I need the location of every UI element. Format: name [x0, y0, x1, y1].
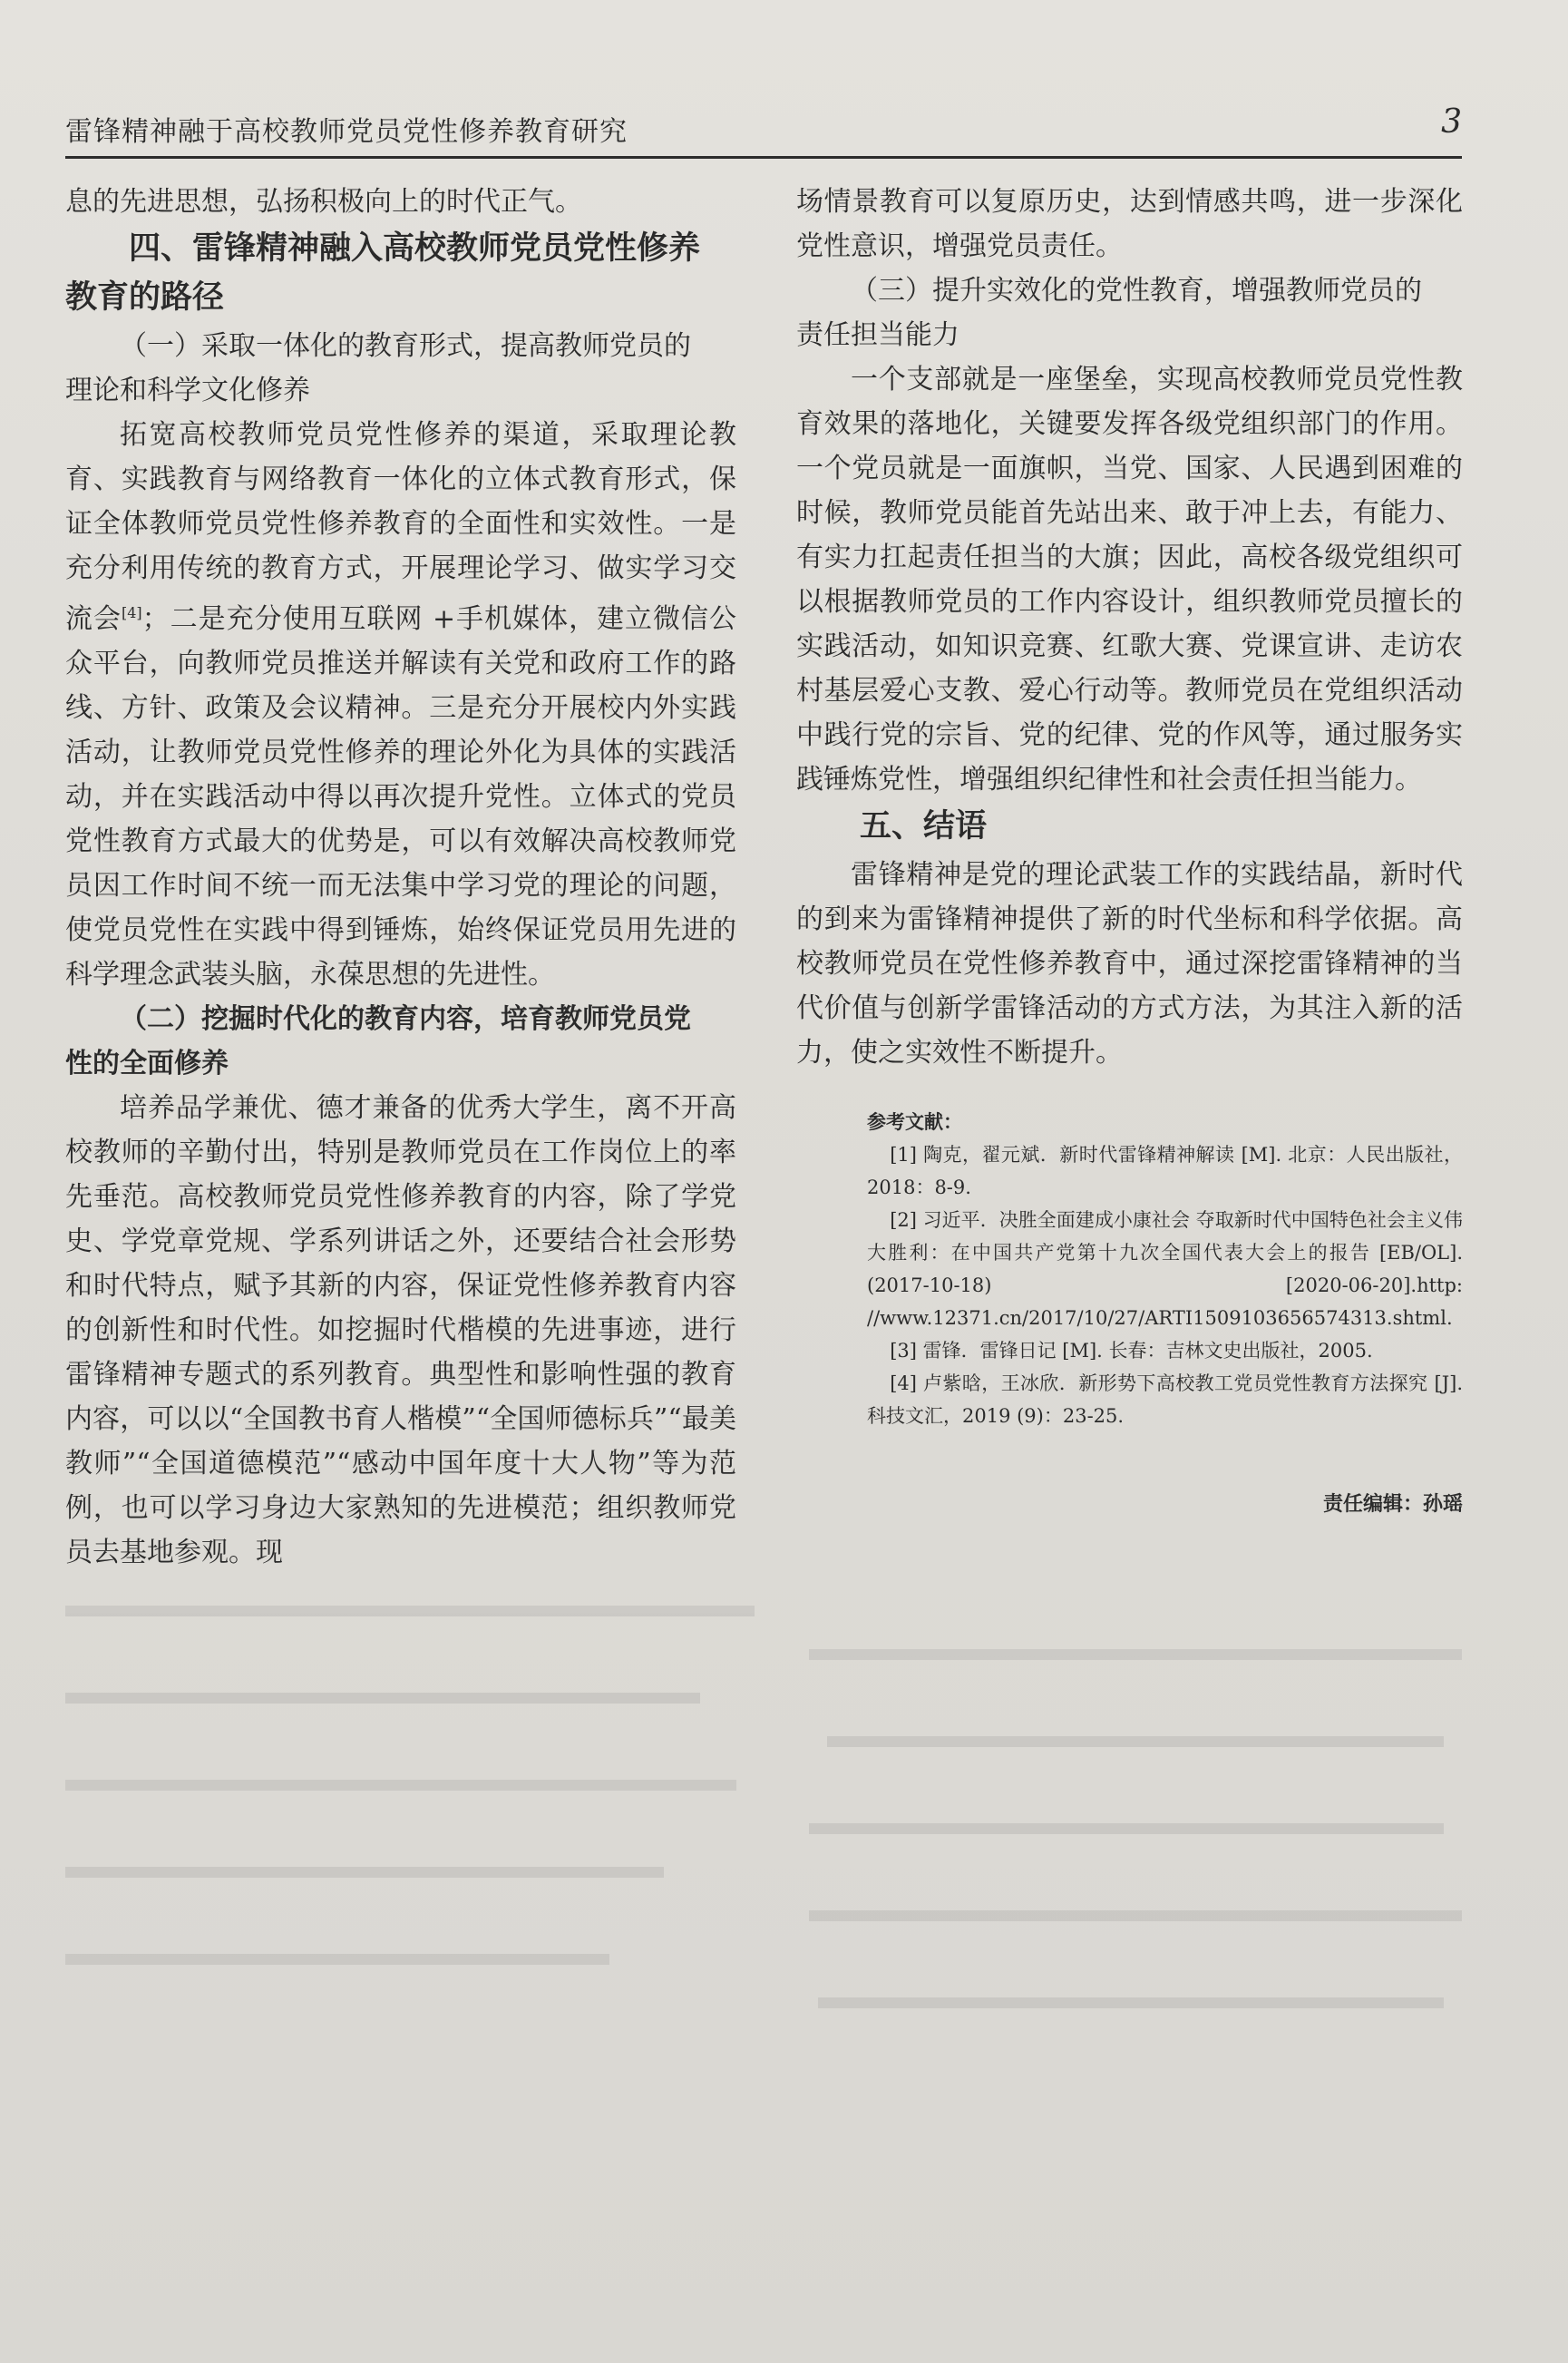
- reference-item: [3] 雷锋．雷锋日记 [M]. 长春：吉林文史出版社，2005.: [890, 1340, 1373, 1362]
- subheading-4-3: （三）提升实效化的党性教育，增强教师党员的: [851, 275, 1422, 307]
- paragraph-4-1-part2: ；二是充分使用互联网 +手机媒体，建立微信公众平台，向教师党员推送并解读有关党和政府工作的路线、方针、政策及会议精神。三是充分开展校内外实践活动，让教师党员党性修养的理论外化为具体的实践活动，并在实践活动中得以再次提升党性。立体式的党员党性教育方式最大的优势是，可以有效解决高校教师党员因工作时间不统一而无法集中学习党的理论的问题，使党员党性在实践中得到锤炼，始终保证党员用先进的科学理念武装头脑，永葆思想的先进性。: [65, 603, 736, 991]
- header-rule: [65, 156, 1462, 159]
- references-title: 参考文献：: [867, 1111, 962, 1133]
- citation-4: [4]: [121, 604, 142, 621]
- paragraph-4-3: 一个支部就是一座堡垒，实现高校教师党员党性教育效果的落地化，关键要发挥各级党组织部门的作用。一个党员就是一面旗帜，当党、国家、人民遇到困难的时候，教师党员能首先站出来、敢于冲上去，有能力、有实力扛起责任担当的大旗；因此，高校各级党组织可以根据教师党员的工作内容设计，组织教师党员擅长的实践活动，如知识竞赛、红歌大赛、党课宣讲、走访农村基层爱心支教、爱心行动等。教师党员在党组织活动中践行党的宗旨、党的纪律、党的作风等，通过服务实践锤炼党性，增强组织纪律性和社会责任担当能力。: [796, 364, 1463, 796]
- subheading-4-3-cont: 责任担当能力: [796, 319, 959, 351]
- paragraph-conclusion: 雷锋精神是党的理论武装工作的实践结晶，新时代的到来为雷锋精神提供了新的时代坐标和科学依据。高校教师党员在党性修养教育中，通过深挖雷锋精神的当代价值与创新学雷锋活动的方式方法，为其注入新的活力，使之实效性不断提升。: [796, 859, 1463, 1069]
- section-heading-5: 五、结语: [860, 807, 988, 845]
- section-heading-4-cont: 教育的路径: [65, 278, 225, 316]
- responsible-editor: 责任编辑：孙瑶: [1322, 1493, 1463, 1516]
- running-title: 雷锋精神融于高校教师党员党性修养教育研究: [65, 116, 628, 148]
- paragraph-4-2: 培养品学兼优、德才兼备的优秀大学生，离不开高校教师的辛勤付出，特别是教师党员在工作岗位上的率先垂范。高校教师党员党性修养教育的内容，除了学党史、学党章党规、学系列讲话之外，还要结合社会形势和时代特点，赋予其新的内容，保证党性修养教育内容的创新性和时代性。如挖掘时代楷模的先进事迹，进行雷锋精神专题式的系列教育。典型性和影响性强的教育内容，可以以“全国教书育人楷模”“全国师德标兵”“最美教师”“全国道德模范”“感动中国年度十大人物”等为范例，也可以学习身边大家熟知的先进模范；组织教师党员去基地参观。现: [65, 1092, 736, 1568]
- subheading-4-1-cont: 理论和科学文化修养: [65, 375, 310, 406]
- paragraph-continued-right: 场情景教育可以复原历史，达到情感共鸣，进一步深化党性意识，增强党员责任。: [796, 186, 1463, 262]
- subheading-4-1: （一）采取一体化的教育形式，提高教师党员的: [120, 330, 691, 362]
- running-header: [65, 102, 1462, 156]
- paragraph-4-1-part1: 拓宽高校教师党员党性修养的渠道，采取理论教育、实践教育与网络教育一体化的立体式教育形式，保证全体教师党员党性修养教育的全面性和实效性。一是充分利用传统的教育方式，开展理论学习、做实学习交流会: [65, 419, 736, 635]
- paragraph-continued: 息的先进思想，弘扬积极向上的时代正气。: [65, 186, 582, 218]
- reference-item: [1] 陶克，翟元斌．新时代雷锋精神解读 [M]. 北京：人民出版社，2018：8-9.: [867, 1144, 1463, 1198]
- show-through-text: [65, 1606, 1462, 2150]
- left-column: [65, 180, 736, 1575]
- paragraph-4-1: [65, 413, 736, 997]
- right-column: [796, 180, 1463, 1517]
- reference-item: [4] 卢紫晗，王冰欣．新形势下高校教工党员党性教育方法探究 [J]. 科技文汇，2019 (9)：23-25.: [867, 1372, 1463, 1427]
- reference-item: [2] 习近平．决胜全面建成小康社会 夺取新时代中国特色社会主义伟大胜利：在中国共产党第十九次全国代表大会上的报告 [EB/OL]. (2017-10-18) [2020-06-20].http: //www.12371.cn/2017/10/27/ARTI1509103656574313.shtml.: [867, 1209, 1463, 1329]
- references: [796, 1106, 1463, 1517]
- subheading-4-2-cont: 性的全面修养: [65, 1048, 229, 1079]
- page-number: 3: [1441, 103, 1462, 141]
- section-heading-4-line1: 四、雷锋精神融入高校教师党员党性修养: [129, 229, 701, 267]
- subheading-4-2: （二）挖掘时代化的教育内容，培育教师党员党: [120, 1003, 691, 1035]
- section-heading-4: [65, 226, 736, 271]
